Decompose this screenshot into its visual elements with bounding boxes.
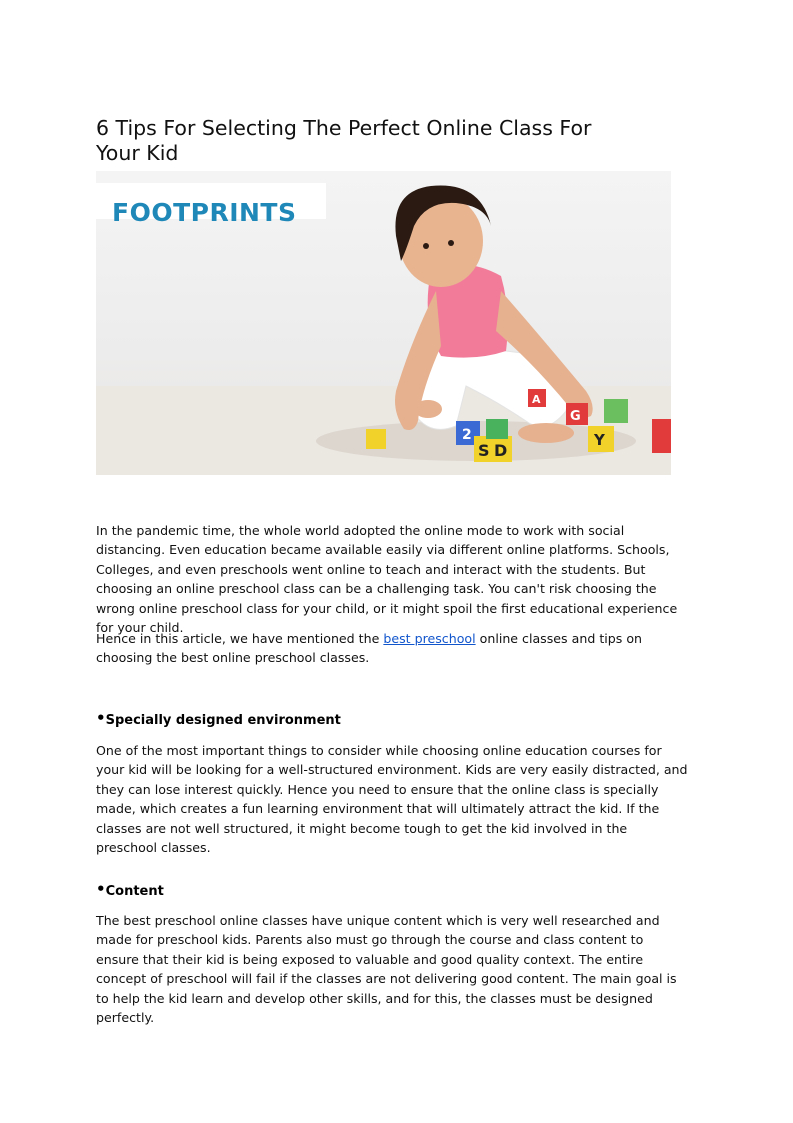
cube-letter: 2: [462, 427, 472, 443]
intro-paragraph: In the pandemic time, the whole world adopted the online mode to work with social distancing. Even education became available easily via different online platforms. Schools, Colleges, and even preschools went online to teach and interact with the students. But choosing an online preschool class can be a challenging task. You can't risk choosing the wrong online preschool class for your child, or it might spoil the first educational experience for your child.: [96, 523, 678, 636]
section-heading-content: [96, 880, 164, 899]
second-paragraph-after-link: online classes and tips on choosing the best online preschool classes.: [96, 631, 643, 666]
child-playing-illustration: [96, 171, 671, 475]
section-heading-environment: [96, 709, 341, 728]
second-paragraph: [96, 629, 690, 668]
bullet-icon: •: [96, 709, 106, 727]
best-preschool-link[interactable]: best preschool: [383, 631, 476, 646]
hero-image: [96, 171, 671, 475]
section-body-content: The best preschool online classes have unique content which is very well researched and made for preschool kids. Parents also must go through the course and class content to ensure that their kid is being exposed to valuable and good quality context. The entire concept of preschool will fail if the classes are not delivering good content. The main goal is to help the kid learn and develop other skills, and for this, the classes must be designed perfectly.: [96, 913, 677, 1026]
cube-letter: G: [570, 409, 581, 424]
article-title: 6 Tips For Selecting The Perfect Online Class For Your Kid: [96, 116, 592, 165]
section-body-environment: One of the most important things to consider while choosing online education courses for your kid will be looking for a well-structured environment. Kids are very easily distracted, and they can lose interest quickly. Hence you need to ensure that the online class is specially made, which creates a fun learning environment that will ultimately attract the kid. If the classes are not well structured, it might become tough to get the kid involved in the preschool classes.: [96, 743, 688, 856]
bullet-icon: •: [96, 880, 106, 898]
cube-letter: Y: [594, 431, 605, 449]
second-paragraph-before-link: Hence in this article, we have mentioned the: [96, 631, 384, 646]
section-heading-text: Specially designed environment: [105, 713, 341, 728]
section-heading-text: Content: [105, 884, 164, 899]
cube-letter: S: [478, 441, 490, 460]
brand-logo-text: FOOTPRINTS: [112, 198, 297, 227]
cube-letter: A: [532, 393, 541, 406]
cube-letter: D: [494, 441, 508, 460]
